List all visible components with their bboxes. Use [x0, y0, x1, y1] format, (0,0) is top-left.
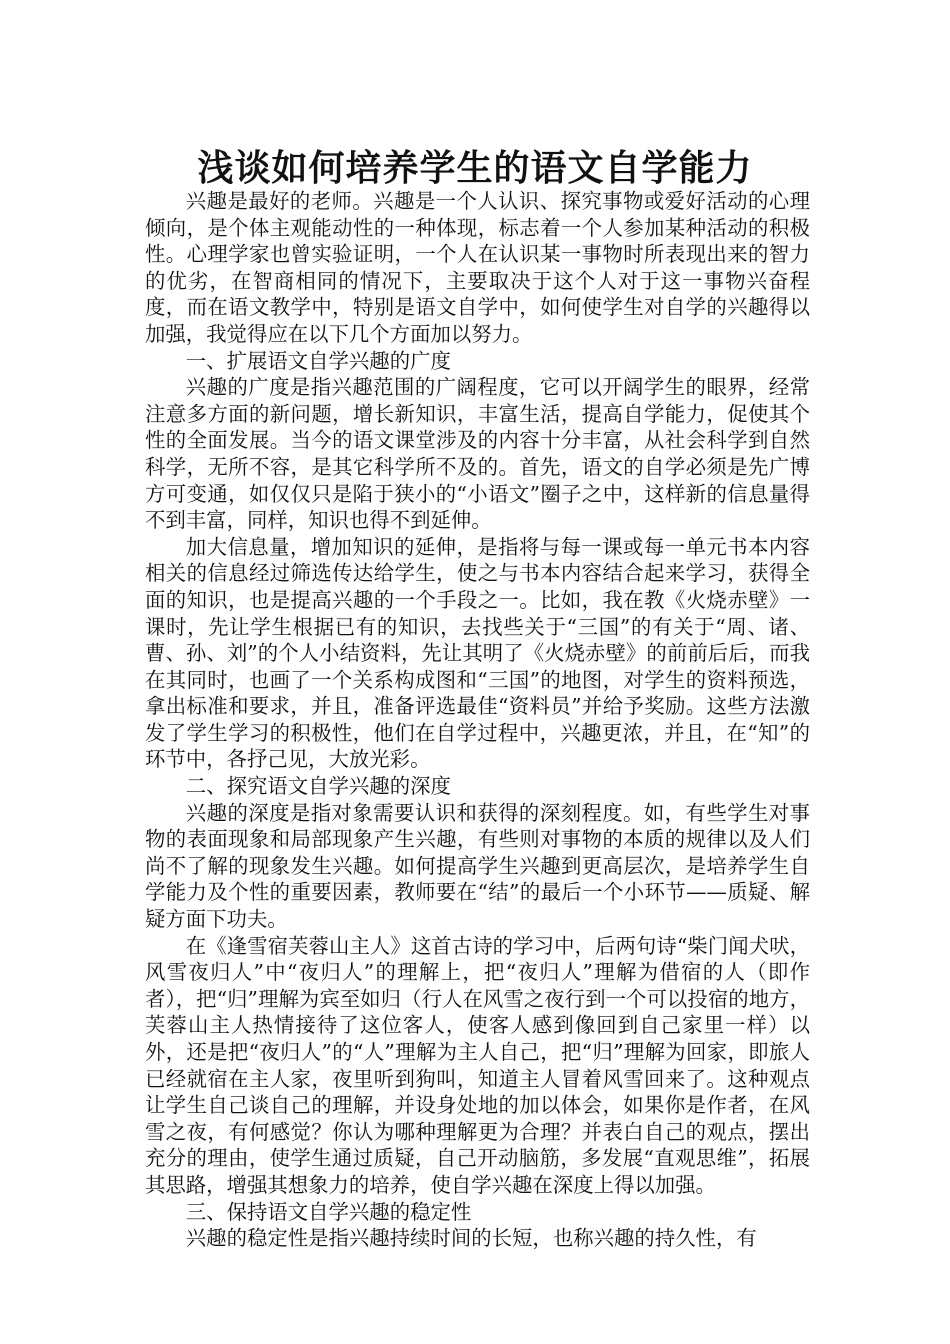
document-title: 浅谈如何培养学生的语文自学能力 [197, 147, 753, 189]
document-body [145, 188, 810, 1252]
section-heading-3: 三、保持语文自学兴趣的稳定性 [185, 1199, 472, 1224]
intro-paragraph: 兴趣是最好的老师。兴趣是一个人认识、探究事物或爱好活动的心理倾向，是个体主观能动性的一种体现，标志着一个人参加某种活动的积极性。心理学家也曾实验证明，一个人在认识某一事物时所表现出来的智力的优劣，在智商相同的情况下，主要取决于这个人对于这一事物兴奋程度，而在语文教学中，特别是语文自学中，如何使学生对自学的兴趣得以加强，我觉得应在以下几个方面加以努力。 [145, 189, 810, 346]
body-paragraph: 兴趣的广度是指兴趣范围的广阔程度，它可以开阔学生的眼界，经常注意多方面的新问题，增长新知识，丰富生活，提高自学能力，促使其个性的全面发展。当今的语文课堂涉及的内容十分丰富，从社会科学到自然科学，无所不容，是其它科学所不及的。首先，语文的自学必须是先广博方可变通，如仅仅只是陷于狭小的“小语文”圈子之中，这样新的信息量得不到丰富，同样，知识也得不到延伸。 [145, 375, 810, 533]
section-heading-1: 一、扩展语文自学兴趣的广度 [185, 348, 451, 373]
body-paragraph: 兴趣的稳定性是指兴趣持续时间的长短，也称兴趣的持久性，有 [185, 1226, 757, 1251]
section-heading-2: 二、探究语文自学兴趣的深度 [185, 774, 451, 799]
body-paragraph: 加大信息量，增加知识的延伸，是指将与每一课或每一单元书本内容相关的信息经过筛选传达给学生，使之与书本内容结合起来学习，获得全面的知识，也是提高兴趣的一个手段之一。比如，我在教《火烧赤壁》一课时，先让学生根据已有的知识，去找些关于“三国”的有关于“周、诸、曹、孙、刘”的个人小结资料，先让其明了《火烧赤壁》的前前后后，而我在其同时，也画了一个关系构成图和“三国”的地图，对学生的资料预选，拿出标准和要求，并且，准备评选最佳“资料员”并给予奖励。这些方法激发了学生学习的积极性，他们在自学过程中，兴趣更浓，并且，在“知”的环节中，各抒己见，大放光彩。 [145, 534, 810, 772]
body-paragraph: 兴趣的深度是指对象需要认识和获得的深刻程度。如，有些学生对事物的表面现象和局部现象产生兴趣，有些则对事物的本质的规律以及人们尚不了解的现象发生兴趣。如何提高学生兴趣到更高层次，是培养学生自学能力及个性的重要因素，教师要在“结”的最后一个小环节——质疑、解疑方面下功夫。 [145, 800, 810, 932]
body-paragraph: 在《逢雪宿芙蓉山主人》这首古诗的学习中，后两句诗“柴门闻犬吠，风雪夜归人”中“夜归人”的理解上，把“夜归人”理解为借宿的人（即作者），把“归”理解为宾至如归（行人在风雪之夜行到一个可以投宿的地方，芙蓉山主人热情接待了这位客人，使客人感到像回到自己家里一样）以外，还是把“夜归人”的“人”理解为主人自己，把“归”理解为回家，即旅人已经就宿在主人家，夜里听到狗叫，知道主人冒着风雪回来了。这种观点让学生自己谈自己的理解，并设身处地的加以体会，如果你是作者，在风雪之夜，有何感觉？你认为哪种理解更为合理？并表白自己的观点，摆出充分的理由，使学生通过质疑，自己开动脑筋，多发展“直观思维”，拓展其思路，增强其想象力的培养，使自学兴趣在深度上得以加强。 [145, 933, 810, 1197]
